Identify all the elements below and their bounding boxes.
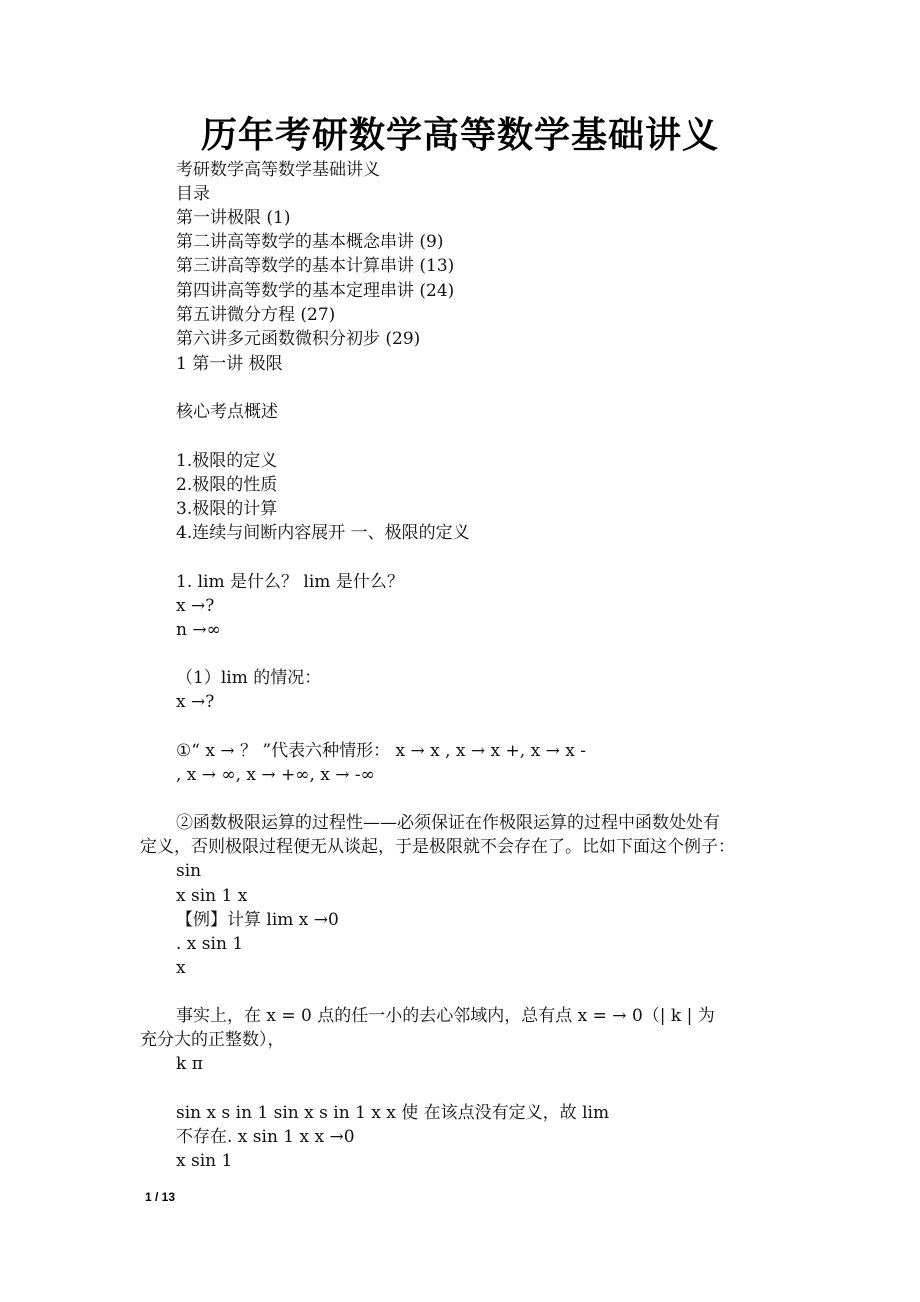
- text-line: k π: [176, 1054, 203, 1074]
- paragraph-line: ②函数极限运算的过程性——必须保证在作极限运算的过程中函数处处有: [176, 813, 720, 833]
- toc-item: 第二讲高等数学的基本概念串讲 (9): [176, 232, 444, 252]
- toc-item: 第一讲极限 (1): [176, 208, 291, 228]
- list-item: 3.极限的计算: [176, 499, 278, 519]
- text-line: 考研数学高等数学基础讲义: [176, 160, 380, 180]
- toc-item: 第六讲多元函数微积分初步 (29): [176, 329, 421, 349]
- text-line: n →∞: [176, 620, 221, 640]
- text-line: . x sin 1: [176, 934, 244, 954]
- text-line: x sin 1: [176, 1151, 233, 1171]
- toc-item: 第三讲高等数学的基本计算串讲 (13): [176, 256, 455, 276]
- toc-heading: 目录: [176, 184, 210, 204]
- document-title: 历年考研数学高等数学基础讲义: [200, 114, 719, 156]
- text-line: x: [176, 958, 186, 978]
- text-line: x sin 1 x: [176, 886, 248, 906]
- text-line: ①“ x → ？ ”代表六种情形： x → x , x → x +, x → x -: [176, 741, 586, 761]
- paragraph-line: 充分大的正整数），: [140, 1030, 285, 1050]
- text-line: x →?: [176, 596, 215, 616]
- section-heading: 1 第一讲 极限: [176, 354, 283, 374]
- list-item: 1.极限的定义: [176, 451, 278, 471]
- text-line: 不存在. x sin 1 x x →0: [176, 1127, 355, 1147]
- example-line: 【例】计算 lim x →0: [176, 910, 339, 930]
- toc-item: 第五讲微分方程 (27): [176, 305, 336, 325]
- paragraph-line: 事实上，在 x = 0 点的任一小的去心邻域内，总有点 x = → 0（| k | 为: [176, 1006, 715, 1026]
- page-number: 1 / 13: [145, 1190, 176, 1204]
- paragraph-line: 定义，否则极限过程便无从谈起，于是极限就不会存在了。比如下面这个例子：: [140, 837, 735, 857]
- list-item: 2.极限的性质: [176, 475, 278, 495]
- text-line: sin x s in 1 sin x s in 1 x x 使 在该点没有定义，故 lim: [176, 1103, 610, 1123]
- list-item: 4.连续与间断内容展开 一、极限的定义: [176, 523, 470, 543]
- text-line: 1. lim 是什么？ lim 是什么？: [176, 572, 404, 592]
- text-line: x →?: [176, 692, 215, 712]
- text-line: 核心考点概述: [176, 402, 278, 422]
- text-line: （1）lim 的情况：: [176, 668, 322, 688]
- text-line: sin: [176, 861, 202, 881]
- text-line: , x → ∞, x → +∞, x → -∞: [176, 765, 375, 785]
- toc-item: 第四讲高等数学的基本定理串讲 (24): [176, 281, 455, 301]
